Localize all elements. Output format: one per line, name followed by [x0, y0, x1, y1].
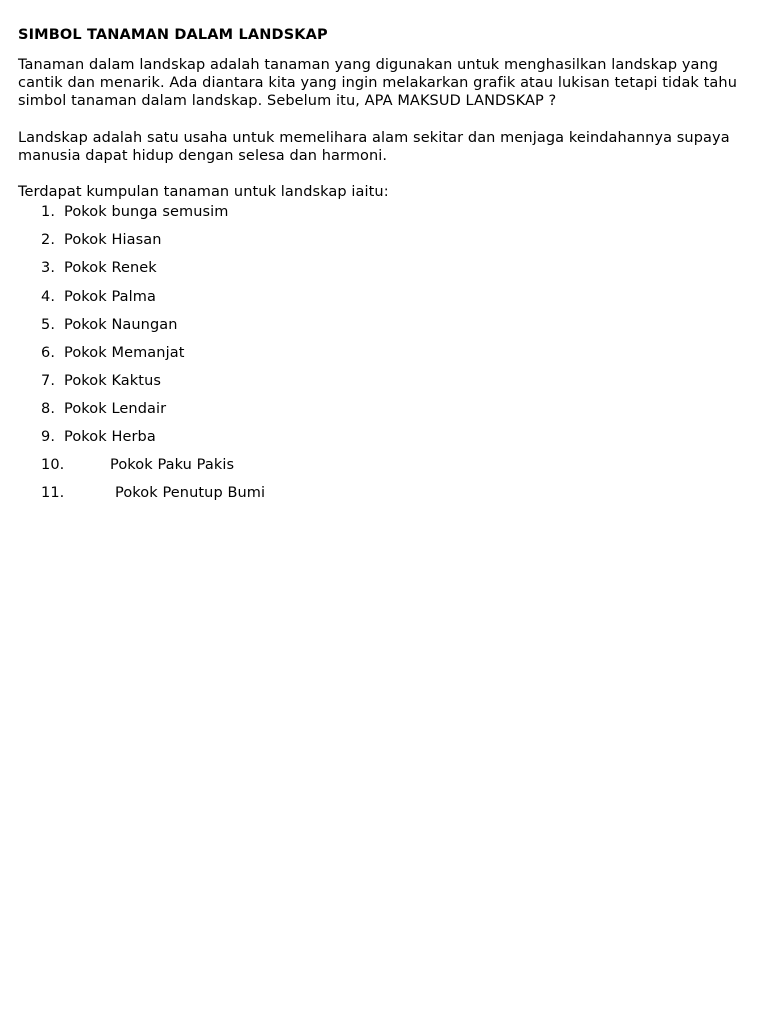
list-intro-paragraph: Terdapat kumpulan tanaman untuk landskap iaitu: [18, 184, 389, 201]
list-item-number: 10. [41, 457, 65, 474]
list-item-text: Pokok Penutup Bumi [115, 485, 266, 502]
list-item-text: Pokok Memanjat [64, 344, 185, 361]
list-item-text: Pokok Kaktus [64, 372, 162, 389]
list-item-text: Pokok bunga semusim [64, 204, 229, 221]
list-item-text: Pokok Hiasan [64, 232, 162, 249]
list-item-text: Pokok Renek [64, 260, 157, 277]
intro-paragraph: Tanaman dalam landskap adalah tanaman yang digunakan untuk menghasilkan landskap yang cantik dan menarik. Ada diantara kita yang ingin melakarkan grafik atau lukisan tetapi tidak tahu simbol tanaman dalam landskap. Sebelum itu, APA MAKSUD LANDSKAP ? [18, 57, 737, 110]
list-item-number: 9. [41, 428, 56, 445]
list-item [18, 316, 748, 344]
list-item [18, 428, 748, 456]
list-item-text: Pokok Herba [64, 428, 156, 445]
list-item [18, 203, 748, 231]
list-item-text: Pokok Palma [64, 288, 156, 305]
list-item [18, 288, 748, 316]
list-item [18, 372, 748, 400]
list-item-number: 1. [41, 204, 56, 221]
list-item-number: 4. [41, 288, 56, 305]
definition-paragraph: Landskap adalah satu usaha untuk memelihara alam sekitar dan menjaga keindahannya supaya manusia dapat hidup dengan selesa dan harmoni. [18, 129, 730, 164]
list-item-text: Pokok Naungan [64, 316, 178, 333]
list-item [18, 400, 748, 428]
list-item-number: 11. [41, 485, 65, 502]
list-item-number: 7. [41, 372, 56, 389]
list-item-number: 2. [41, 232, 56, 249]
list-item-number: 5. [41, 316, 56, 333]
document-page [18, 27, 748, 512]
list-item-number: 6. [41, 344, 56, 361]
list-item-number: 8. [41, 400, 56, 417]
list-item-text: Pokok Lendair [64, 400, 167, 417]
list-item-number: 3. [41, 260, 56, 277]
list-item [18, 259, 748, 287]
list-item [18, 231, 748, 259]
list-item [18, 484, 748, 512]
list-item-text: Pokok Paku Pakis [110, 457, 235, 474]
list-item [18, 344, 748, 372]
plant-group-list [18, 203, 748, 512]
list-item [18, 456, 748, 484]
document-title: SIMBOL TANAMAN DALAM LANDSKAP [18, 27, 328, 43]
